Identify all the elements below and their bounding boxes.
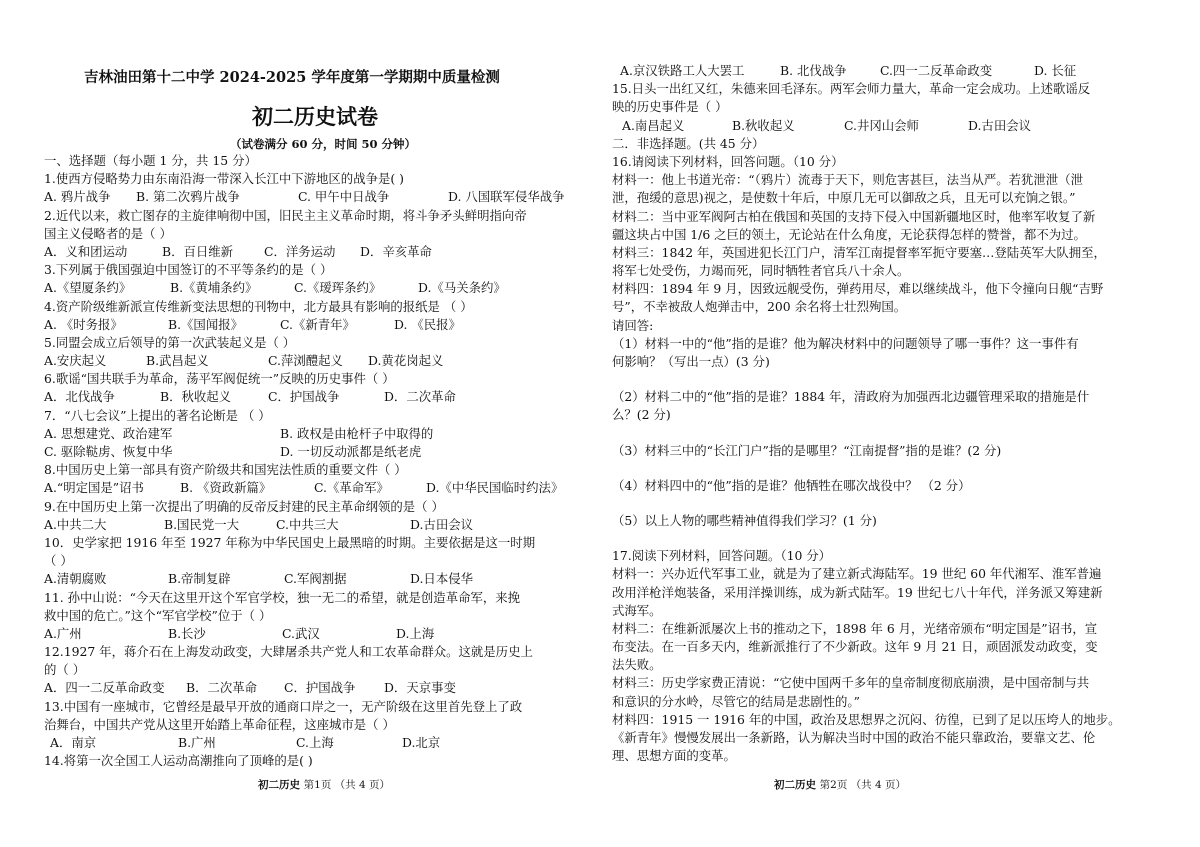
sub-question: （1）材料一中的“他”指的是谁？他为解决材料中的问题领导了哪一事件？这一事件有 [612, 335, 1079, 351]
option: B.广州 [178, 735, 216, 750]
options-row [612, 117, 1160, 135]
option: B. 第二次鸦片战争 [136, 189, 240, 205]
footer-course: 初二历史 [774, 779, 816, 791]
option: D.《马关条约》 [418, 280, 506, 296]
options-row [612, 62, 1160, 80]
options-row [44, 279, 594, 297]
option: D.黄花岗起义 [368, 353, 444, 369]
options-row [44, 243, 594, 261]
question-text: 12.1927 年，蒋介石在上海发动政变，大肆屠杀共产党人和工农革命群众。这就是历史上 [44, 644, 533, 660]
question-text: 的（ ） [44, 662, 86, 678]
options-row [44, 425, 594, 443]
option: A.《望厦条约》 [44, 280, 132, 296]
material-text: 式海军。 [612, 602, 662, 618]
option: B.秋收起义 [732, 117, 795, 133]
option: B.长沙 [168, 625, 206, 641]
option: A.中共二大 [44, 516, 107, 532]
option: D．辛亥革命 [360, 243, 432, 259]
option: D. 八国联军侵华战争 [448, 189, 565, 205]
option: B.《黄埔条约》 [170, 280, 258, 296]
option: D.日本侵华 [410, 571, 473, 587]
option: C.《新青年》 [280, 316, 355, 332]
question-text: 2.近代以来，救亡图存的主旋律响彻中国，旧民主主义革命时期，将斗争矛头鲜明指向帝 [44, 207, 527, 223]
option: C．护国战争 [268, 389, 340, 405]
footer-course: 初二历史 [258, 779, 300, 791]
question-text: 11. 孙中山说：“今天在这里开这个军官学校，独一无二的希望，就是创造革命军，来挽 [44, 589, 521, 605]
option: D. 一切反动派都是纸老虎 [280, 444, 422, 459]
sub-question: 何影响？（写出一点）(3 分) [612, 354, 770, 369]
exam-subtitle: （试卷满分 60 分，时间 50 分钟） [230, 137, 417, 151]
option: B．秋收起义 [160, 389, 232, 405]
options-row [44, 443, 594, 461]
options-row [44, 679, 594, 697]
sub-question: （4）材料四中的“他”指的是谁？他牺牲在哪次战役中？ （2 分） [612, 477, 971, 493]
material-text: 材料二：在维新派屡次上书的推动之下，1898 年 6 月，光绪帝颁布“明定国是”诏书，宣 [612, 620, 1098, 636]
page-footer-left [258, 777, 390, 792]
option: A. 思想建党、政治建军 [44, 425, 173, 441]
material-text: 法失败。 [612, 657, 662, 673]
question-text: 15.日头一出红又红，朱德来回毛泽东。两军会师力量大，革命一定会成功。上述歌谣反 [612, 81, 1091, 97]
option: C.上海 [296, 735, 334, 750]
question-text: 治舞台，中国共产党从这里开始踏上革命征程，这座城市是（ ） [44, 716, 395, 732]
option: C.军阀割据 [284, 571, 347, 587]
option: B.帝制复辟 [168, 571, 231, 587]
material-text: 疆这块占中国 1/6 之巨的领土，无论站在什么角度，无论获得怎样的赞誉，都不为过。 [612, 226, 1086, 242]
sub-question: （5）以上人物的哪些精神值得我们学习？(1 分) [612, 512, 877, 528]
question-text: 13.中国有一座城市，它曾经是最早开放的通商口岸之一，无产阶级在这里首先登上了政 [44, 698, 523, 714]
question-text: 6.歌谣“国共联手为革命，荡平军阀促统一”反映的历史事件（ ） [44, 371, 395, 387]
option: A.南昌起义 [622, 117, 685, 133]
option: A. 《时务报》 [44, 316, 123, 332]
option: D.古田会议 [410, 516, 473, 532]
option: C.《瑷珲条约》 [294, 280, 382, 296]
material-text: 材料一：他上书道光帝：“（鸦片）流毒于天下，则危害甚巨，法当从严。若犹泄泄（泄 [612, 172, 1083, 188]
option: A．南京 [50, 735, 97, 750]
section-heading: 一、选择题（每小题 1 分，共 15 分） [44, 153, 257, 168]
sub-question: （2）材料二中的“他”指的是谁？1884 年，清政府为加强西北边疆管理采取的措施是什 [612, 389, 1090, 405]
option: A．四一二反革命政变 [44, 680, 165, 696]
material-text: 将军七处受伤，力竭而死，同时牺牲者官兵八十余人。 [612, 263, 910, 279]
material-text: 改用洋枪洋炮装备，采用洋操训练，成为新式陆军。19 世纪七八十年代，洋务派又筹建新 [612, 584, 1103, 600]
option: A．义和团运动 [44, 243, 128, 259]
option: C. 甲午中日战争 [298, 189, 390, 205]
option: D．二次革命 [384, 389, 456, 405]
sub-question: （3）材料三中的“长江门户”指的是哪里？“江南提督”指的是谁？(2 分) [612, 442, 1002, 458]
option: B.国民党一大 [164, 516, 239, 532]
prompt-label: 请回答: [612, 317, 654, 333]
option: A. 鸦片战争 [44, 189, 111, 205]
options-row [44, 388, 594, 406]
material-text: 材料三：1842 年，英国进犯长江门户，清军江南提督率军扼守要塞…登陆英军大队拥至， [612, 244, 1106, 260]
material-text: 材料三：历史学家费正清说：“它使中国两千多年的皇帝制度彻底崩溃，是中国帝制与共 [612, 675, 1090, 691]
page-footer-right [774, 777, 906, 792]
option: A.广州 [44, 625, 82, 641]
option: B. 《资政新篇》 [180, 480, 272, 496]
option: A.京汉铁路工人大罢工 [620, 63, 745, 78]
options-row [44, 516, 594, 534]
option: D．天京事变 [384, 680, 456, 696]
options-row [44, 352, 594, 370]
page-title: 初二历史试卷 [252, 104, 378, 129]
option: D. 《民报》 [394, 316, 461, 332]
question-text: （ ） [44, 553, 73, 569]
option: B．二次革命 [186, 680, 258, 696]
sub-question: 么？(2 分) [612, 407, 671, 423]
right-column [612, 62, 1160, 765]
question-text: 4.资产阶级维新派宣传维新变法思想的刊物中，北方最具有影响的报纸是 （ ） [44, 298, 473, 314]
option: B.武昌起义 [146, 353, 209, 369]
option: C.武汉 [282, 625, 320, 641]
footer-page: 第1页 （共 4 页） [303, 779, 391, 791]
material-text: 材料二：当中亚军阀阿古柏在俄国和英国的支持下侵入中国新疆地区时，他率军收复了新 [612, 208, 1096, 224]
option: C.萍浏醴起义 [268, 353, 343, 369]
material-text: 材料一：兴办近代军事工业，就是为了建立新式海陆军。19 世纪 60 年代湘军、淮军普遍 [612, 566, 1102, 582]
question-text: 5.同盟会成立后领导的第一次武装起义是（ ） [44, 334, 296, 350]
options-row [44, 479, 594, 497]
question-text: 17.阅读下列材料，回答问题。（10 分） [612, 548, 832, 564]
option: B.《国闻报》 [168, 316, 243, 332]
question-text: 10．史学家把 1916 年至 1927 年称为中华民国史上最黑暗的时期。主要依据是这一时期 [44, 534, 536, 550]
question-text: 9.在中国历史上第一次提出了明确的反帝反封建的民主革命纲领的是（ ） [44, 498, 444, 514]
option: D.北京 [402, 735, 441, 750]
material-text: 《新青年》慢慢发展出一条新路，认为解决当时中国的政治不能只靠政治，要靠文艺、伦 [612, 730, 1096, 745]
question-text: 7．“八七会议”上提出的著名论断是 （ ） [44, 407, 271, 423]
option: B. 政权是由枪杆子中取得的 [280, 425, 434, 441]
option: C.井冈山会师 [844, 117, 919, 133]
question-text: 3.下列属于俄国强迫中国签订的不平等条约的是（ ） [44, 262, 333, 278]
option: A.安庆起义 [44, 353, 107, 369]
option: B．百日维新 [162, 243, 234, 259]
option: C.中共三大 [276, 516, 339, 532]
option: A.“明定国是”诏书 [44, 480, 144, 496]
option: C．洋务运动 [264, 243, 336, 259]
option: C. 驱除鞑虏、恢复中华 [44, 444, 173, 459]
option: D. 长征 [1034, 63, 1077, 78]
question-text: 14.将第一次全国工人运动高潮推向了顶峰的是( ) [44, 753, 313, 769]
material-text: 布变法。在一百多天内，维新派推行了不少新政。这年 9 月 21 日，顽固派发动政变，变 [612, 639, 1098, 655]
option: C.《革命军》 [314, 480, 389, 496]
option: A．北伐战争 [44, 389, 115, 405]
option: B. 北伐战争 [780, 63, 847, 78]
footer-page: 第2页 （共 4 页） [819, 779, 907, 791]
left-column [44, 152, 594, 770]
exam-header-school: 吉林油田第十二中学 2024-2025 学年度第一学期期中质量检测 [84, 69, 500, 86]
option: D.古田会议 [968, 117, 1031, 133]
question-text: 8.中国历史上第一部具有资产阶级共和国宪法性质的重要文件（ ） [44, 462, 407, 478]
question-text: 1.使西方侵略势力由东南沿海一带深入长江中下游地区的战争是( ) [44, 171, 404, 187]
question-text: 救中国的危亡。”这个“军官学校”位于（ ） [44, 607, 272, 623]
option: C.四一二反革命政变 [880, 63, 993, 78]
options-row [44, 625, 594, 643]
option: D.《中华民国临时约法》 [426, 480, 564, 496]
options-row [44, 570, 594, 588]
question-text: 映的历史事件是（ ） [612, 99, 728, 115]
option: D.上海 [396, 625, 435, 641]
question-text: 16.请阅读下列材料，回答问题。（10 分） [612, 153, 844, 169]
options-row [44, 316, 594, 334]
option: C．护国战争 [284, 680, 356, 696]
material-text: 材料四：1894 年 9 月，因致远舰受伤，弹药用尽，难以继续战斗，他下令撞向日舰“吉野 [612, 281, 1104, 297]
options-row [44, 734, 594, 752]
material-text: 理、思想方面的变革。 [612, 748, 736, 764]
option: A.清朝腐败 [44, 571, 107, 587]
material-text: 号”，不幸被敌人炮弹击中，200 余名将士壮烈殉国。 [612, 299, 907, 315]
material-text: 泄，孢缓的意思)视之，是使数十年后，中原几无可以御敌之兵，且无可以充饷之银。” [612, 190, 1076, 206]
options-row [44, 188, 594, 206]
question-text: 国主义侵略者的是（ ） [44, 225, 172, 241]
material-text: 材料四：1915 一 1916 年的中国，政治及思想界之沉闷、彷徨，已到了足以压垮人的地步。 [612, 711, 1121, 727]
section-heading: 二．非选择题。(共 45 分） [612, 135, 765, 151]
material-text: 和意识的分水岭，尽管它的结局是悲剧性的。” [612, 693, 860, 709]
